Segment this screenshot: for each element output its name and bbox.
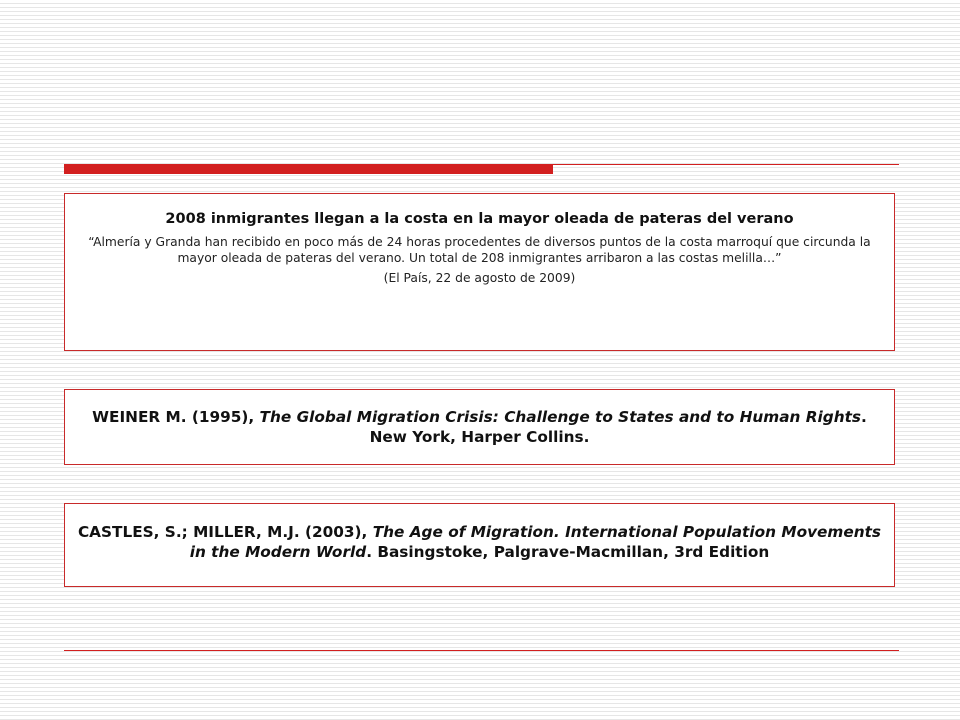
- reference-box-castles: [64, 503, 895, 587]
- ref-authors-year: CASTLES, S.; MILLER, M.J. (2003),: [77, 523, 373, 541]
- news-headline: 2008 inmigrantes llegan a la costa en la mayor oleada de pateras del verano: [165, 211, 794, 227]
- ref-title: The Age of Migration. International Population Movements in the Modern World: [189, 523, 882, 562]
- accent-line-top: [553, 164, 899, 165]
- ref-publisher: . Basingstoke, Palgrave-Macmillan, 3rd Edition: [366, 543, 770, 562]
- accent-line-bottom: [64, 650, 899, 651]
- reference-castles: [75, 522, 884, 562]
- ref-authors-year: WEINER M. (1995),: [92, 408, 260, 426]
- ref-publisher: . New York, Harper Collins.: [369, 408, 867, 447]
- accent-bar-top: [64, 164, 553, 174]
- reference-box-weiner: [64, 389, 895, 465]
- news-quote: “Almería y Granda han recibido en poco más de 24 horas procedentes de diversos puntos de la costa marroquí que circunda la mayor oleada de pateras del verano. Un total de 208 inmigrantes arribaron a las costas melilla…”: [88, 235, 871, 266]
- news-excerpt-box: [64, 193, 895, 351]
- news-source: (El País, 22 de agosto de 2009): [383, 270, 576, 285]
- ref-title: The Global Migration Crisis: Challenge to States and to Human Rights: [259, 408, 862, 426]
- reference-weiner: [75, 407, 884, 447]
